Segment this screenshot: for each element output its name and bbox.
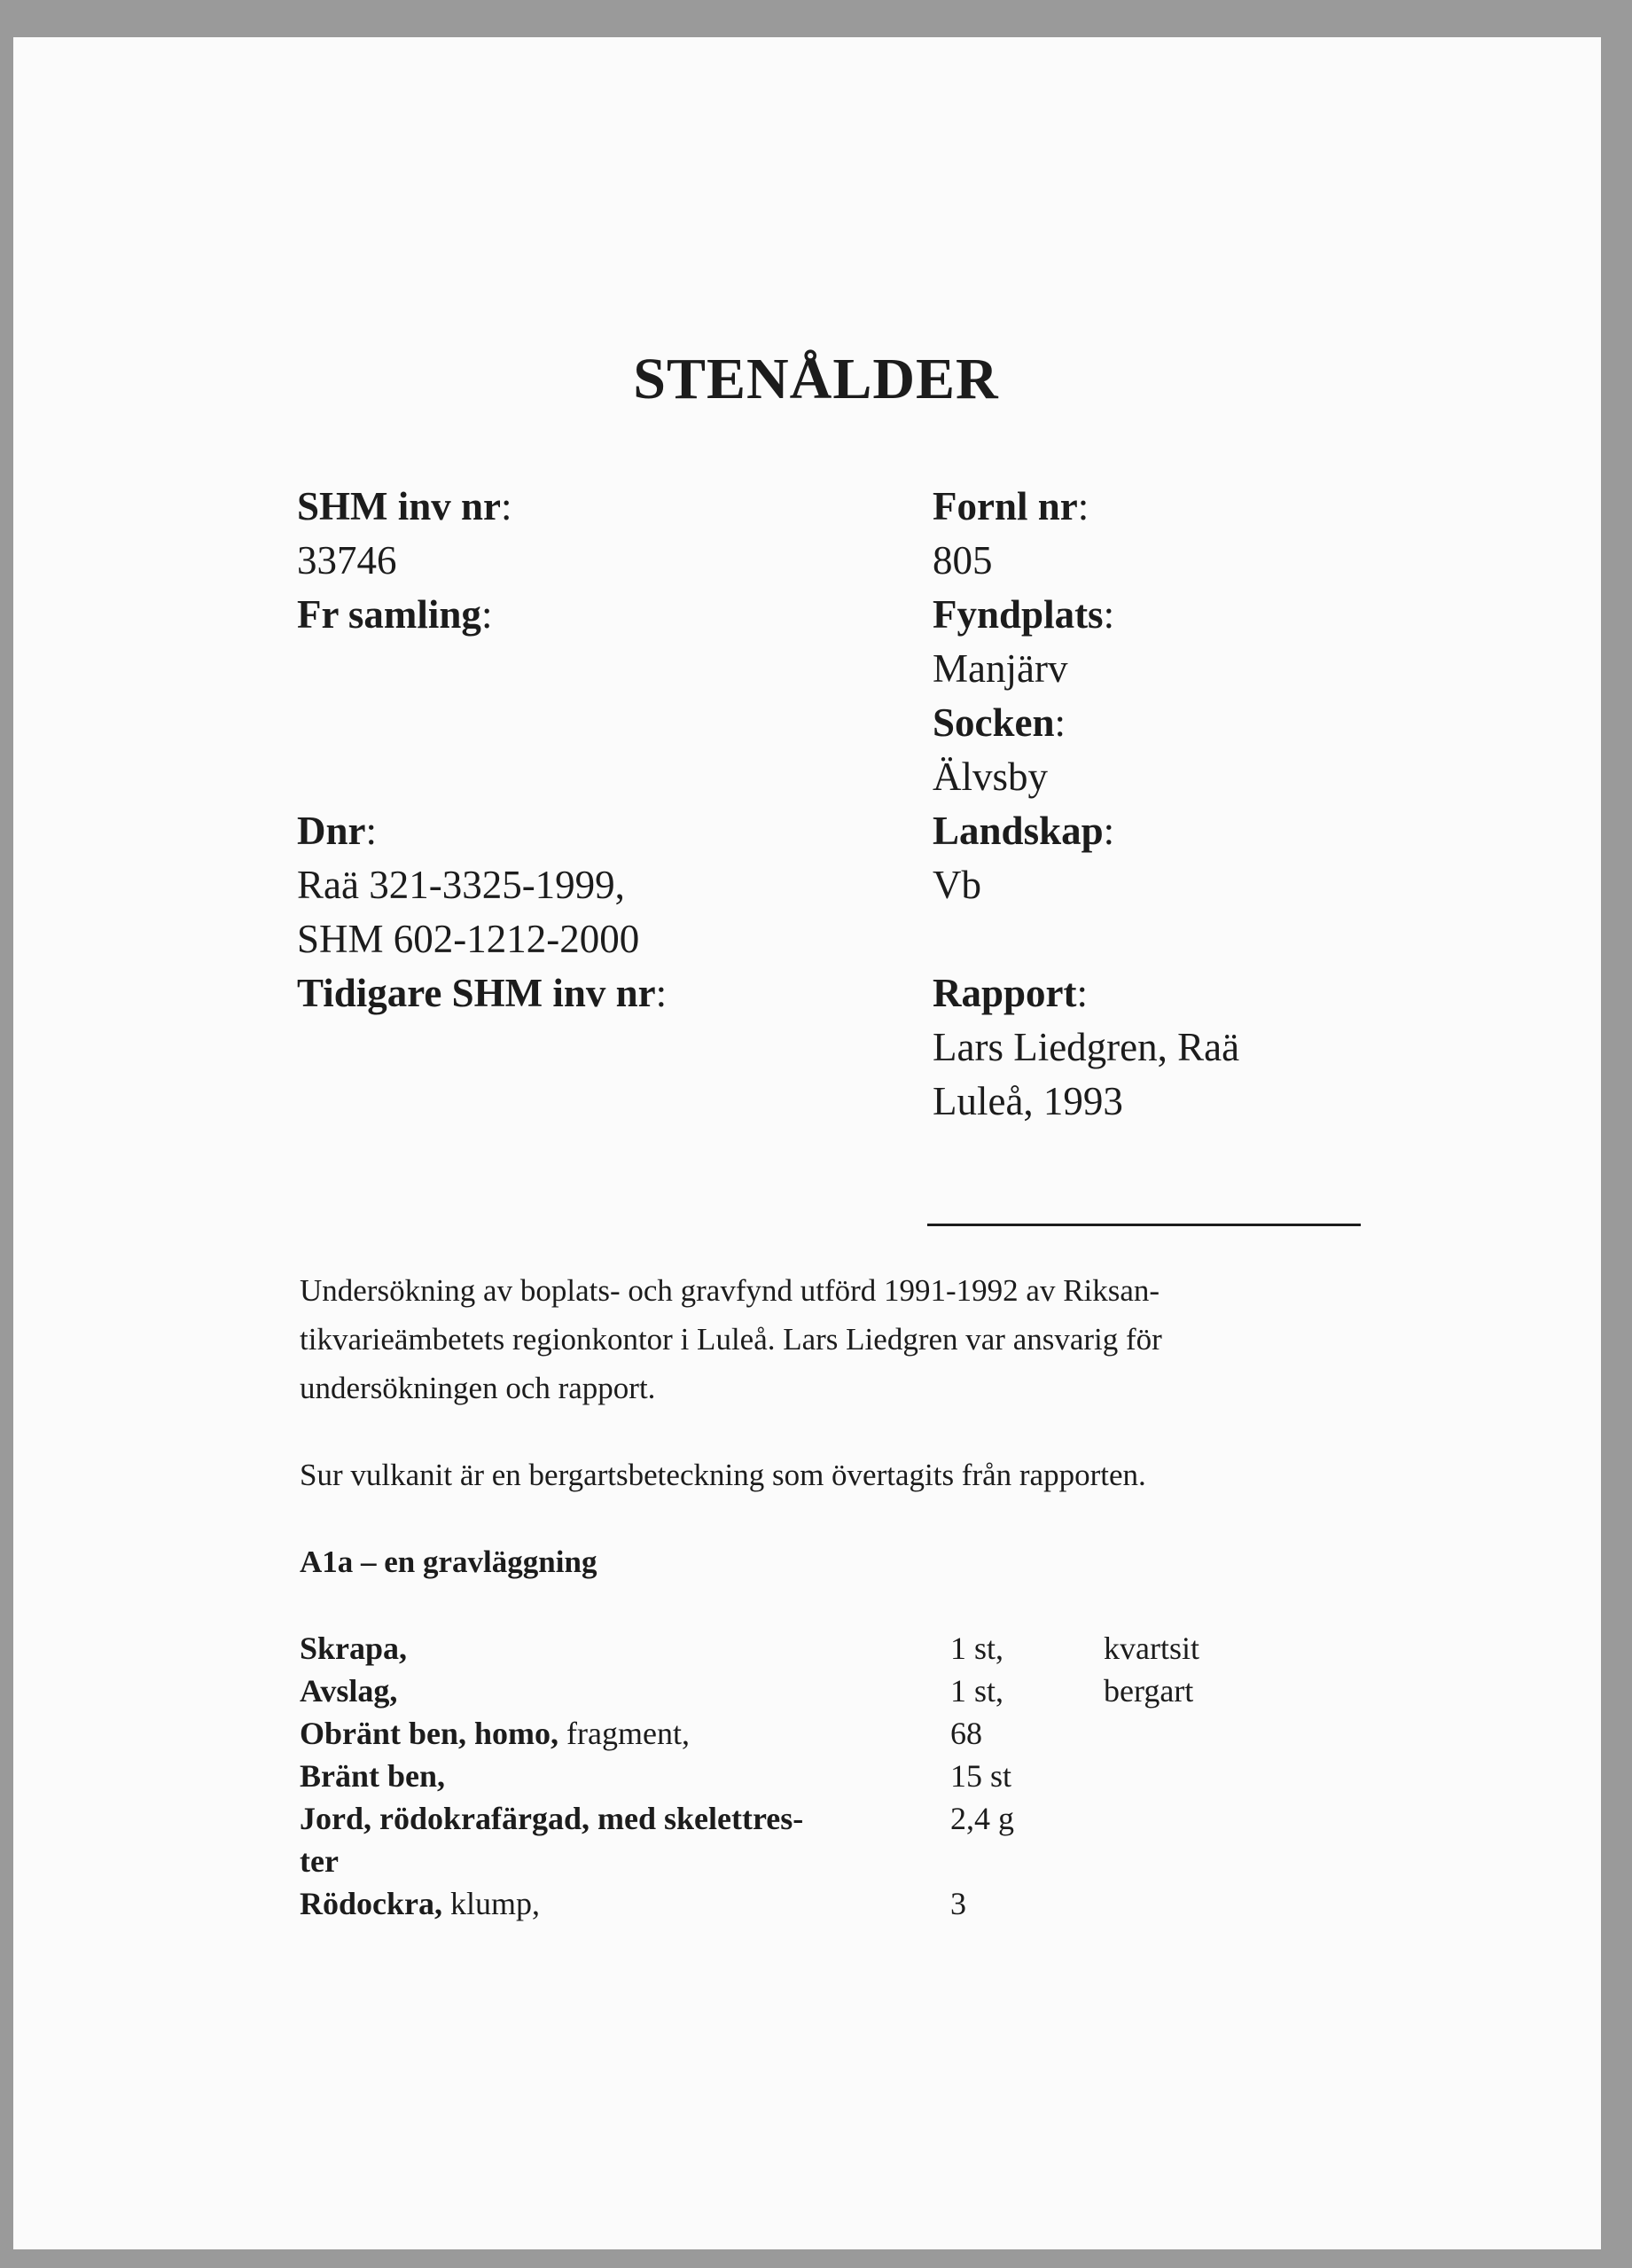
description-line: tikvarieämbetets regionkontor i Luleå. Lars Liedgren var ansvarig för bbox=[300, 1322, 1162, 1357]
divider-line bbox=[927, 1224, 1361, 1226]
fyndplats-label: Fyndplats bbox=[933, 592, 1104, 637]
spacer bbox=[297, 750, 667, 804]
find-name bbox=[300, 1842, 339, 1880]
find-material: bergart bbox=[1104, 1673, 1194, 1709]
find-qty: 1 st, bbox=[950, 1631, 1004, 1666]
dnr-field: Dnr: bbox=[297, 809, 378, 853]
find-name-bold: Jord, rödokrafärgad, med skelettres- bbox=[300, 1801, 804, 1836]
find-name bbox=[300, 1715, 690, 1752]
left-column bbox=[297, 480, 667, 1021]
find-name bbox=[300, 1672, 397, 1709]
dnr-value: SHM 602-1212-2000 bbox=[297, 917, 640, 961]
find-detail: fragment, bbox=[566, 1716, 690, 1751]
right-column bbox=[933, 480, 1239, 1129]
shm-inv-nr-field: SHM inv nr: bbox=[297, 484, 512, 528]
rapport-field: Rapport: bbox=[933, 971, 1089, 1015]
description-line: Undersökning av boplats- och gravfynd utförd 1991-1992 av Riksan- bbox=[300, 1273, 1160, 1308]
find-name-bold: Obränt ben, homo, bbox=[300, 1716, 559, 1751]
find-material: kvartsit bbox=[1104, 1631, 1199, 1666]
find-name bbox=[300, 1800, 803, 1837]
description-line: undersökningen och rapport. bbox=[300, 1371, 656, 1405]
section-title: A1a – en gravläggning bbox=[300, 1545, 597, 1579]
dnr-value: Raä 321-3325-1999, bbox=[297, 863, 625, 907]
fyndplats-value: Manjärv bbox=[933, 646, 1068, 691]
spacer bbox=[933, 912, 1239, 966]
find-qty: 68 bbox=[950, 1716, 982, 1751]
socken-label: Socken bbox=[933, 700, 1055, 745]
rapport-label: Rapport bbox=[933, 971, 1077, 1015]
find-qty: 2,4 g bbox=[950, 1801, 1014, 1836]
landskap-value: Vb bbox=[933, 863, 981, 907]
fr-samling-field: Fr samling: bbox=[297, 592, 493, 637]
find-detail: klump, bbox=[450, 1886, 541, 1921]
dnr-label: Dnr bbox=[297, 809, 366, 853]
find-name-bold: Bränt ben, bbox=[300, 1758, 446, 1794]
spacer bbox=[297, 642, 667, 696]
find-name bbox=[300, 1885, 540, 1922]
tidigare-shm-inv-nr-field: Tidigare SHM inv nr: bbox=[297, 971, 668, 1015]
find-name bbox=[300, 1757, 445, 1795]
rapport-value: Lars Liedgren, Raä bbox=[933, 1025, 1240, 1069]
find-name-bold: Skrapa, bbox=[300, 1631, 408, 1666]
rapport-value: Luleå, 1993 bbox=[933, 1079, 1123, 1123]
socken-value: Älvsby bbox=[933, 755, 1049, 799]
note-paragraph: Sur vulkanit är en bergartsbeteckning som övertagits från rapporten. bbox=[300, 1458, 1146, 1492]
find-qty: 3 bbox=[950, 1886, 966, 1921]
find-qty: 1 st, bbox=[950, 1673, 1004, 1709]
shm-inv-nr-label: SHM inv nr bbox=[297, 484, 502, 528]
find-name-bold: ter bbox=[300, 1843, 339, 1879]
page-title: STENÅLDER bbox=[633, 347, 999, 411]
socken-field: Socken: bbox=[933, 700, 1066, 745]
fr-samling-label: Fr samling bbox=[297, 592, 481, 637]
find-name-bold: Rödockra, bbox=[300, 1886, 442, 1921]
spacer bbox=[297, 696, 667, 750]
find-name bbox=[300, 1630, 407, 1667]
tidigare-shm-inv-nr-label: Tidigare SHM inv nr bbox=[297, 971, 656, 1015]
fyndplats-field: Fyndplats: bbox=[933, 592, 1115, 637]
find-qty: 15 st bbox=[950, 1758, 1012, 1794]
fornl-nr-value: 805 bbox=[933, 538, 993, 583]
fornl-nr-field: Fornl nr: bbox=[933, 484, 1089, 528]
landskap-label: Landskap bbox=[933, 809, 1104, 853]
landskap-field: Landskap: bbox=[933, 809, 1115, 853]
shm-inv-nr-value: 33746 bbox=[297, 538, 397, 583]
find-name-bold: Avslag, bbox=[300, 1673, 398, 1709]
description-paragraph bbox=[300, 1266, 1363, 1412]
fornl-nr-label: Fornl nr bbox=[933, 484, 1078, 528]
